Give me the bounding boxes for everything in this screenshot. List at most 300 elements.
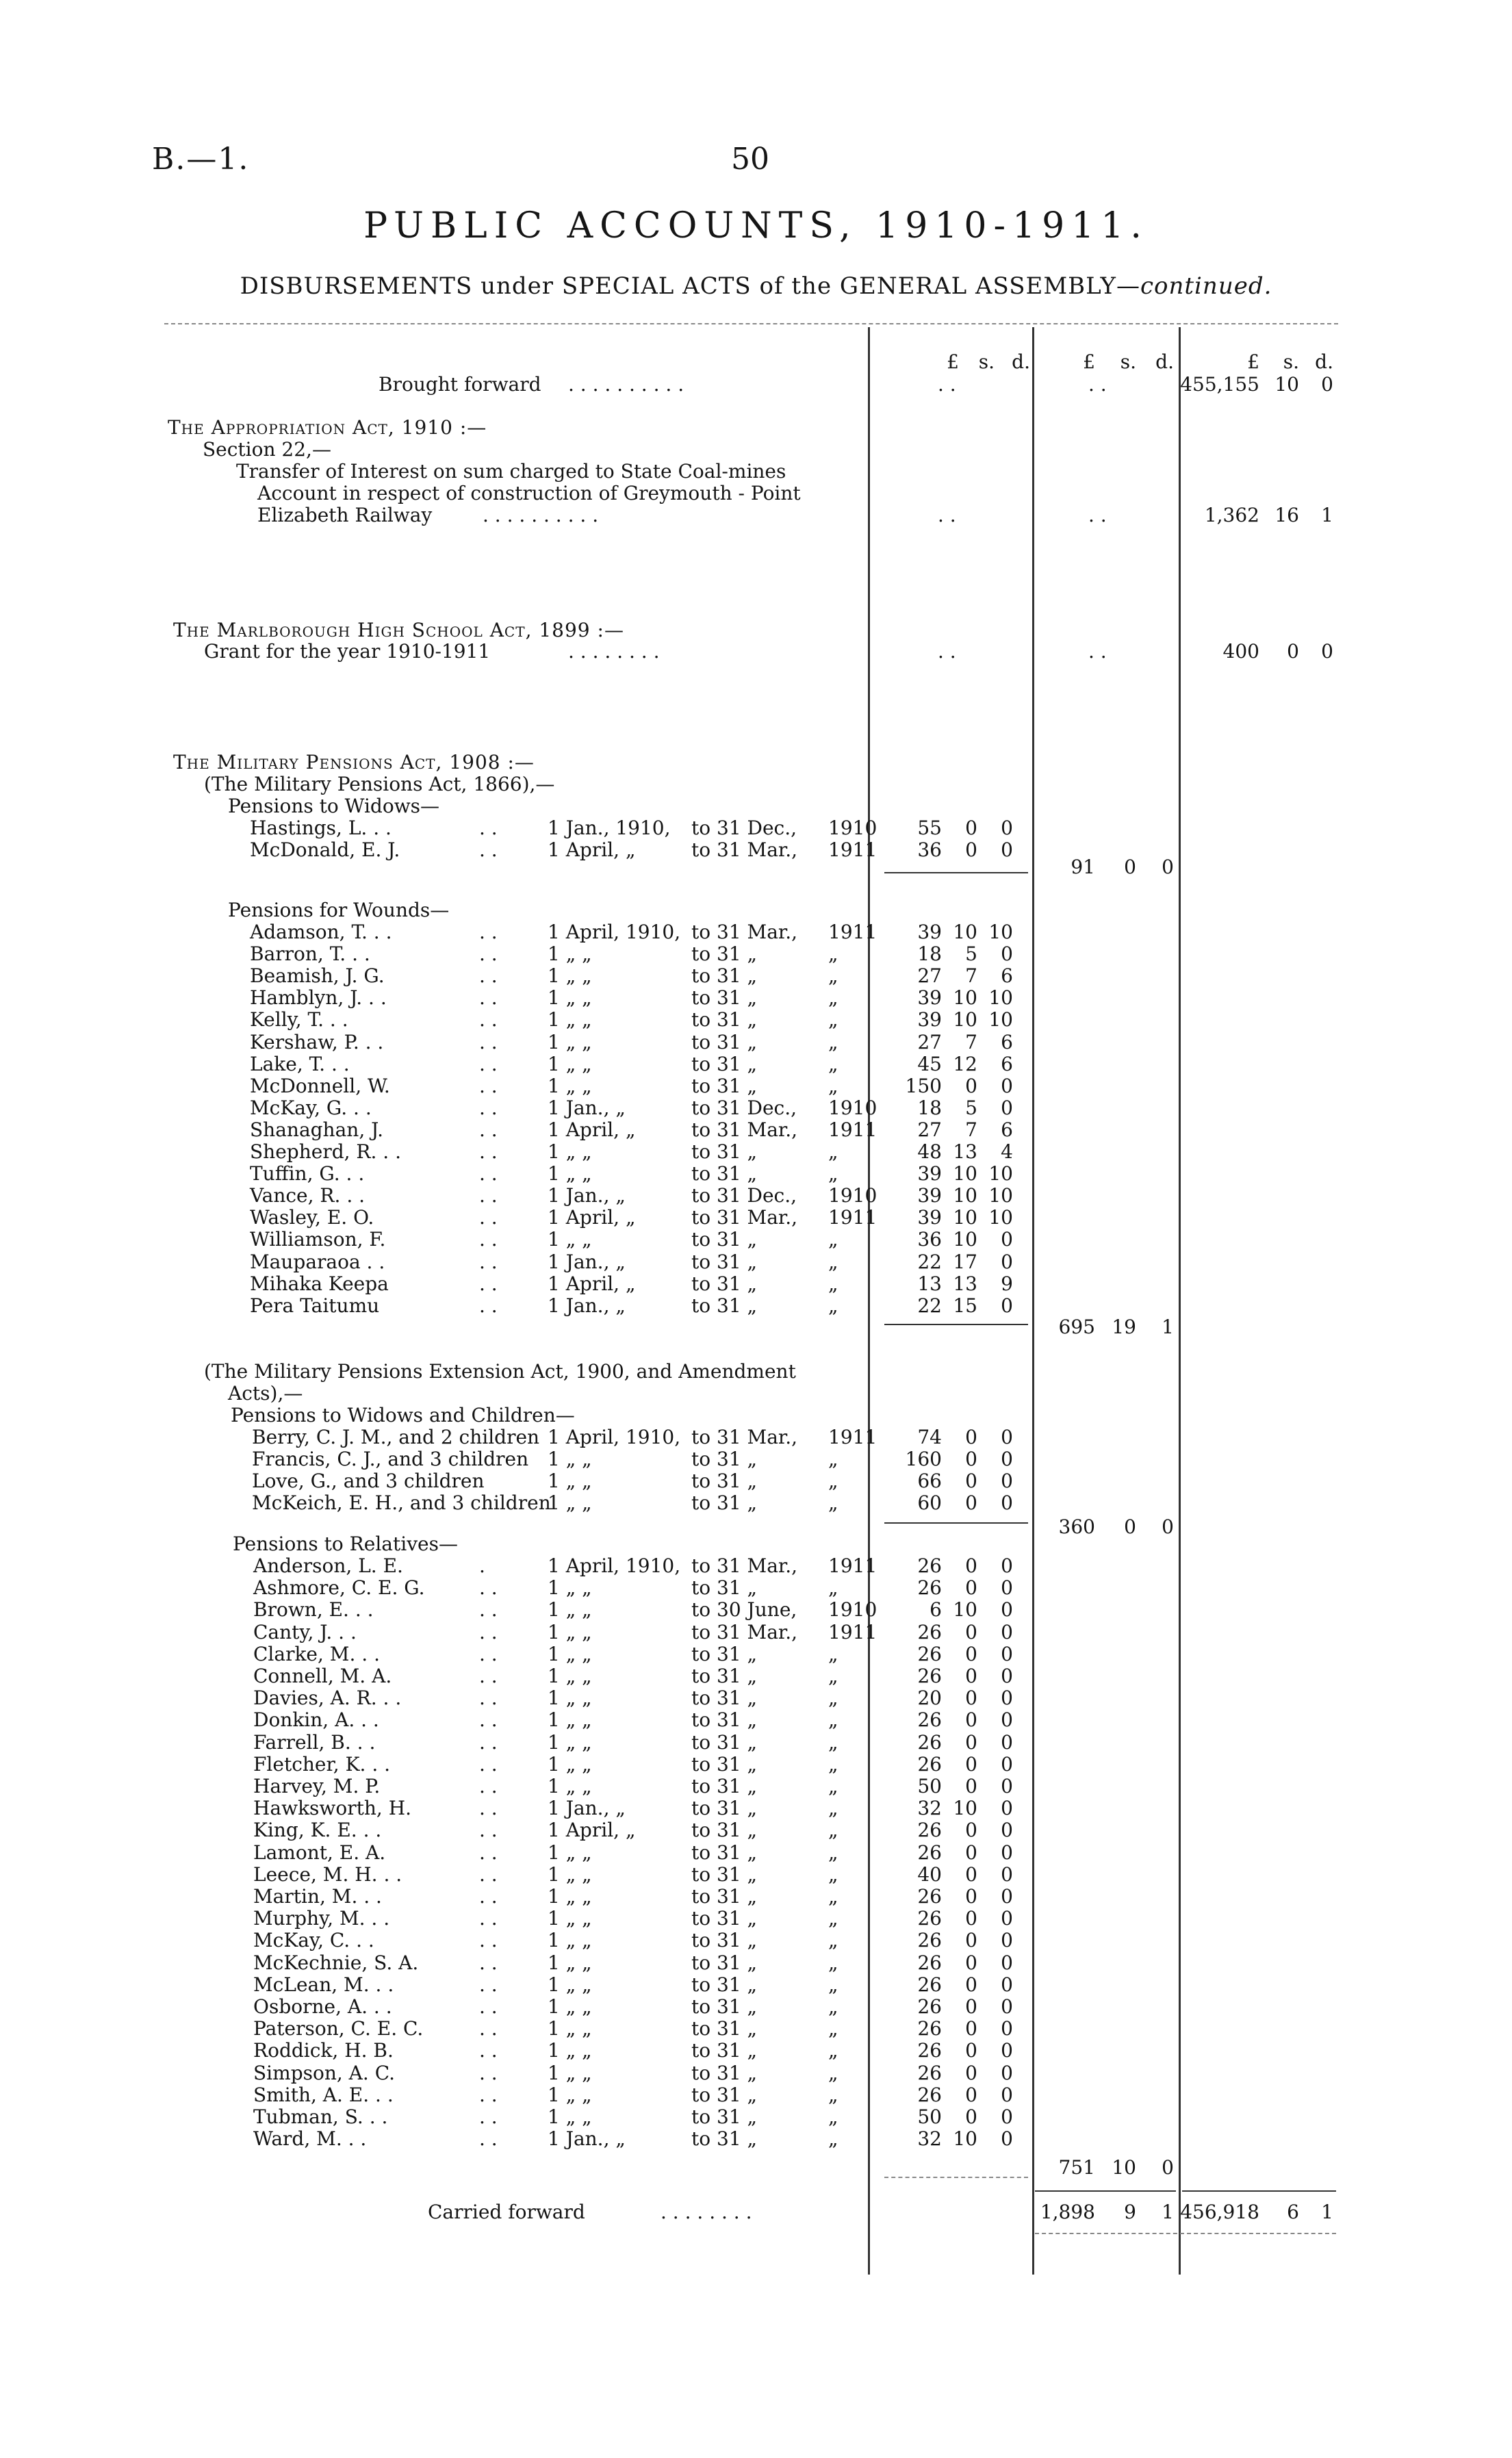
row-dots: . .: [479, 1642, 498, 1665]
row-amount-d: 0: [1001, 1752, 1013, 1776]
row-yr: „: [828, 1665, 838, 1687]
table-row: [253, 1753, 866, 1775]
col3-shilling: s.: [1283, 350, 1299, 373]
row-amount: [866, 838, 1013, 861]
row-dots: .: [479, 1554, 485, 1577]
row-from: 1 „ „: [548, 1907, 592, 1930]
table-row: [253, 1995, 866, 2017]
row-to: to 31 „: [691, 2017, 758, 2040]
row-from: 1 Jan., „: [548, 1184, 626, 1207]
table-row: [250, 1251, 866, 1272]
row-from: 1 „ „: [548, 1708, 592, 1732]
row-amount-p: 26: [917, 1708, 942, 1732]
row-dots: . .: [479, 1576, 498, 1600]
row-amount-p: 150: [905, 1074, 942, 1097]
row-yr: „: [828, 1052, 838, 1075]
relatives-sum-rule: [884, 2177, 1028, 2178]
row-dots: . .: [479, 1862, 498, 1886]
brought-forward-label: Brought forward: [379, 373, 541, 396]
row-amount-p: 55: [917, 817, 942, 839]
row-amount-p: 26: [917, 1576, 942, 1600]
row-amount-p: 32: [917, 1797, 942, 1820]
row-dots: . .: [479, 1819, 498, 1842]
row-from: 1 „ „: [548, 1973, 592, 1996]
table-row: [253, 1863, 866, 1885]
row-name: Lamont, E. A.: [253, 1841, 386, 1864]
row-amount: [866, 1426, 1013, 1448]
table-row: [250, 1228, 866, 1250]
appropriation-line3: Elizabeth Railway: [257, 504, 433, 526]
row-yr: „: [828, 1730, 838, 1754]
row-amount-s: 0: [965, 1492, 977, 1514]
table-row: [250, 964, 866, 986]
row-amount-p: 39: [917, 986, 942, 1010]
row-amount-s: 10: [953, 986, 977, 1010]
carried-forward-label: Carried forward: [428, 2201, 585, 2223]
row-amount-s: 0: [965, 1576, 977, 1600]
extension-line1: (The Military Pensions Extension Act, 1900, and Amendment: [204, 1360, 796, 1383]
row-amount-p: 39: [917, 1184, 942, 1207]
row-to: to 31 „: [691, 1973, 758, 1996]
row-amount-s: 0: [965, 1907, 977, 1930]
col3-pound: £: [1247, 350, 1259, 373]
row-name: Adamson, T. . .: [250, 921, 392, 943]
brought-forward-leader: . . . . . . . . . .: [568, 373, 684, 396]
row-dots: . .: [479, 2127, 498, 2151]
row-amount-d: 0: [1001, 817, 1013, 839]
row-amount-p: 6: [930, 1598, 942, 1622]
row-dots: . .: [479, 1687, 498, 1710]
row-yr: „: [828, 986, 838, 1010]
row-from: 1 „ „: [548, 1162, 592, 1186]
row-dots: . .: [479, 1708, 498, 1732]
children-total: 360 0 0: [1058, 1515, 1174, 1538]
row-from: 1 „ „: [548, 1074, 592, 1097]
row-name: Lake, T. . .: [250, 1052, 350, 1075]
col2-pound: £: [1083, 350, 1095, 373]
row-name: Mauparaoa . .: [250, 1250, 385, 1273]
row-name: King, K. E. . .: [253, 1819, 382, 1842]
row-amount-p: 39: [917, 921, 942, 943]
row-to: to 31 „: [691, 1492, 758, 1514]
wounds-sum-rule: [884, 1324, 1028, 1325]
row-dots: . .: [479, 943, 498, 966]
row-amount: [866, 1448, 1013, 1470]
marlborough-col2: . .: [1088, 640, 1107, 663]
table-row: [250, 1053, 866, 1075]
relatives-total: 751 10 0: [1058, 2156, 1174, 2179]
row-yr: „: [828, 1775, 838, 1797]
military-heading: The Military Pensions Act, 1908 :—: [173, 751, 535, 773]
row-amount: [866, 1162, 1013, 1185]
row-yr: „: [828, 1951, 838, 1974]
row-dots: . .: [479, 1995, 498, 2018]
carried-forward-rule-col3: [1182, 2190, 1336, 2192]
col1-shilling: s.: [978, 350, 995, 373]
row-from: 1 „ „: [548, 1448, 592, 1470]
widows-heading: Pensions to Widows—: [228, 795, 440, 817]
row-yr: „: [828, 1162, 838, 1186]
col2-shilling: s.: [1120, 350, 1136, 373]
row-amount: [866, 1708, 1013, 1731]
row-name: McKechnie, S. A.: [253, 1951, 419, 1974]
row-from: 1 „ „: [548, 1642, 592, 1665]
appropriation-col2: . .: [1088, 504, 1107, 526]
row-amount-s: 0: [965, 2061, 977, 2084]
row-from: 1 „ „: [548, 1228, 592, 1251]
col1-pound: £: [947, 350, 959, 373]
row-dots: . .: [479, 1730, 498, 1754]
col1-pence: d.: [1012, 350, 1030, 373]
row-from: 1 „ „: [548, 1140, 592, 1163]
row-amount: [866, 1470, 1013, 1492]
row-amount: [866, 1819, 1013, 1841]
table-row: [253, 2084, 866, 2105]
row-amount: [866, 1492, 1013, 1514]
row-amount-s: 0: [965, 2039, 977, 2062]
table-row: [253, 1731, 866, 1753]
row-amount: [866, 817, 1013, 839]
carried-forward-rule-col2: [1035, 2190, 1176, 2192]
row-from: 1 „ „: [548, 1752, 592, 1776]
brought-forward-total: 455,155 10 0: [1180, 373, 1333, 396]
row-amount-s: 7: [965, 1118, 977, 1141]
row-amount: [866, 1665, 1013, 1687]
row-amount: [866, 943, 1013, 965]
row-dots: . .: [479, 1074, 498, 1097]
row-name: Ward, M. . .: [253, 2127, 367, 2151]
table-row: [253, 1643, 866, 1665]
row-amount-d: 10: [988, 1162, 1013, 1186]
row-amount-p: 36: [917, 1228, 942, 1251]
row-from: 1 „ „: [548, 1929, 592, 1952]
row-yr: „: [828, 1862, 838, 1886]
table-row: [253, 2039, 866, 2061]
table-row: [250, 1206, 877, 1229]
row-amount-d: 0: [1001, 1907, 1013, 1930]
row-amount-s: 0: [965, 1730, 977, 1754]
row-amount-d: 0: [1001, 2061, 1013, 2084]
row-yr: „: [828, 1576, 838, 1600]
row-amount-p: 48: [917, 1140, 942, 1163]
row-from: 1 April, „: [548, 838, 636, 861]
row-to: to 31 Mar.,: [691, 1206, 798, 1229]
row-to: to 31 „: [691, 1052, 758, 1075]
row-amount-s: 0: [965, 2105, 977, 2128]
row-yr: „: [828, 1995, 838, 2018]
relatives-heading: Pensions to Relatives—: [233, 1533, 458, 1555]
row-amount-d: 10: [988, 1206, 1013, 1229]
row-amount-p: 26: [917, 1885, 942, 1908]
row-amount-d: 0: [1001, 1448, 1013, 1470]
table-row: [250, 1294, 866, 1316]
row-yr: 1910: [828, 1184, 877, 1207]
row-to: to 31 „: [691, 1995, 758, 2018]
marlborough-heading: The Marlborough High School Act, 1899 :—: [173, 619, 624, 641]
row-from: 1 Jan., „: [548, 1096, 626, 1119]
row-amount: [866, 2105, 1013, 2128]
row-amount: [866, 1554, 1013, 1577]
row-amount-d: 0: [1001, 1687, 1013, 1710]
row-amount: [866, 2062, 1013, 2084]
row-yr: „: [828, 1074, 838, 1097]
row-dots: . .: [479, 1030, 498, 1053]
row-name: Clarke, M. . .: [253, 1642, 380, 1665]
row-yr: „: [828, 1294, 838, 1317]
table-row: [250, 1140, 866, 1162]
subtitle-main: DISBURSEMENTS under SPECIAL ACTS of the GENERAL ASSEMBLY—: [240, 272, 1140, 300]
table-row: [253, 2105, 866, 2127]
appropriation-col1: . .: [938, 504, 956, 526]
row-name: Williamson, F.: [250, 1228, 386, 1251]
table-row: [250, 1272, 866, 1294]
row-amount-d: 0: [1001, 1598, 1013, 1622]
row-dots: . .: [479, 2105, 498, 2128]
row-from: 1 April, „: [548, 1206, 636, 1229]
row-amount: [866, 1907, 1013, 1930]
row-dots: . .: [479, 1752, 498, 1776]
row-yr: „: [828, 2083, 838, 2106]
row-amount-d: 6: [1001, 1118, 1013, 1141]
row-amount-s: 0: [965, 1841, 977, 1864]
row-amount-s: 10: [953, 1184, 977, 1207]
row-amount-s: 7: [965, 1030, 977, 1053]
column-rule-3: [1179, 327, 1181, 2275]
row-to: to 31 „: [691, 1885, 758, 1908]
table-row: [253, 1841, 866, 1863]
row-dots: . .: [479, 1206, 498, 1229]
row-amount: [866, 1294, 1013, 1317]
row-dots: . .: [479, 1620, 498, 1643]
row-dots: . .: [479, 1008, 498, 1032]
row-yr: „: [828, 1140, 838, 1163]
row-amount: [866, 2084, 1013, 2106]
row-dots: . .: [479, 921, 498, 943]
marlborough-leader: . . . . . . . .: [568, 640, 660, 663]
row-amount-s: 0: [965, 1862, 977, 1886]
row-dots: . .: [479, 1162, 498, 1186]
row-yr: „: [828, 1752, 838, 1776]
row-amount-s: 0: [965, 1995, 977, 2018]
row-from: 1 „ „: [548, 2017, 592, 2040]
row-name: Ashmore, C. E. G.: [253, 1576, 425, 1600]
appropriation-total: 1,362 16 1: [1204, 504, 1333, 526]
row-amount-s: 10: [953, 2127, 977, 2151]
row-amount-d: 0: [1001, 1554, 1013, 1577]
row-amount-p: 22: [917, 1250, 942, 1273]
row-name: McDonnell, W.: [250, 1074, 390, 1097]
row-dots: . .: [479, 2083, 498, 2106]
row-amount-p: 18: [917, 1096, 942, 1119]
row-dots: . .: [479, 1272, 498, 1295]
table-row: [250, 817, 877, 839]
carried-forward-leader: . . . . . . . .: [661, 2201, 752, 2223]
row-amount-d: 0: [1001, 1730, 1013, 1754]
row-yr: 1911: [828, 1206, 877, 1229]
row-amount: [866, 1251, 1013, 1273]
extension-line2: Acts),—: [228, 1382, 303, 1405]
row-amount-s: 0: [965, 1620, 977, 1643]
row-amount-s: 10: [953, 1797, 977, 1820]
row-amount-d: 0: [1001, 1995, 1013, 2018]
row-amount-p: 27: [917, 964, 942, 988]
table-row: [250, 1031, 866, 1053]
row-amount-d: 0: [1001, 838, 1013, 861]
row-amount-p: 26: [917, 1730, 942, 1754]
row-amount-p: 26: [917, 1554, 942, 1577]
row-amount-s: 5: [965, 1096, 977, 1119]
row-to: to 30 June,: [691, 1598, 797, 1622]
row-amount-p: 26: [917, 1907, 942, 1930]
row-name: Harvey, M. P.: [253, 1775, 381, 1797]
row-amount-s: 0: [965, 1470, 977, 1492]
row-amount-p: 26: [917, 1951, 942, 1974]
row-amount: [866, 1053, 1013, 1075]
row-name: McLean, M. . .: [253, 1973, 394, 1996]
row-amount-d: 0: [1001, 1797, 1013, 1820]
row-from: 1 „ „: [548, 1620, 592, 1643]
row-yr: 1910: [828, 817, 877, 839]
row-dots: . .: [479, 2061, 498, 2084]
row-from: 1 „ „: [548, 1885, 592, 1908]
row-amount-p: 26: [917, 1620, 942, 1643]
row-amount-s: 13: [953, 1272, 977, 1295]
row-amount-d: 0: [1001, 2127, 1013, 2151]
row-name: Francis, C. J., and 3 children: [252, 1448, 529, 1470]
row-to: to 31 „: [691, 1708, 758, 1732]
row-to: to 31 „: [691, 2061, 758, 2084]
row-from: 1 „ „: [548, 1598, 592, 1622]
row-amount-d: 0: [1001, 1096, 1013, 1119]
row-yr: „: [828, 1885, 838, 1908]
row-name: Davies, A. R. . .: [253, 1687, 402, 1710]
row-from: 1 „ „: [548, 1008, 592, 1032]
row-dots: . .: [479, 1775, 498, 1797]
row-amount-s: 0: [965, 1448, 977, 1470]
row-amount-d: 4: [1001, 1140, 1013, 1163]
row-from: 1 „ „: [548, 1995, 592, 2018]
row-amount-s: 0: [965, 1665, 977, 1687]
row-amount-s: 0: [965, 1708, 977, 1732]
row-to: to 31 „: [691, 1250, 758, 1273]
row-yr: „: [828, 2017, 838, 2040]
brought-forward-col1: . .: [938, 373, 956, 396]
row-to: to 31 „: [691, 1448, 758, 1470]
row-from: 1 „ „: [548, 1052, 592, 1075]
row-amount: [866, 1643, 1013, 1665]
row-amount-s: 12: [953, 1052, 977, 1075]
row-dots: . .: [479, 986, 498, 1010]
row-to: to 31 Mar.,: [691, 1426, 798, 1448]
col3-header: [1140, 350, 1333, 373]
row-amount-p: 26: [917, 1929, 942, 1952]
row-to: to 31 „: [691, 1775, 758, 1797]
col1-header: [883, 350, 1030, 373]
row-name: Hawksworth, H.: [253, 1797, 412, 1820]
row-from: 1 April, „: [548, 1118, 636, 1141]
row-dots: . .: [479, 838, 498, 861]
row-yr: „: [828, 1228, 838, 1251]
row-from: 1 „ „: [548, 2039, 592, 2062]
row-amount-s: 17: [953, 1250, 977, 1273]
row-amount-s: 0: [965, 1426, 977, 1448]
row-dots: . .: [479, 1973, 498, 1996]
row-to: to 31 „: [691, 1841, 758, 1864]
row-name: Paterson, C. E. C.: [253, 2017, 424, 2040]
row-yr: 1911: [828, 1426, 877, 1448]
row-to: to 31 „: [691, 2039, 758, 2062]
row-amount-d: 10: [988, 921, 1013, 943]
row-yr: „: [828, 1797, 838, 1820]
table-row: [253, 1929, 866, 1951]
appropriation-heading: The Appropriation Act, 1910 :—: [168, 416, 487, 439]
row-to: to 31 Dec.,: [691, 1184, 797, 1207]
table-row: [253, 1598, 877, 1622]
row-to: to 31 „: [691, 1162, 758, 1186]
row-to: to 31 „: [691, 1228, 758, 1251]
row-name: Smith, A. E. . .: [253, 2083, 394, 2106]
row-amount-d: 0: [1001, 1492, 1013, 1514]
row-amount-s: 0: [965, 1973, 977, 1996]
row-amount-s: 10: [953, 1162, 977, 1186]
row-to: to 31 „: [691, 1030, 758, 1053]
row-amount-s: 15: [953, 1294, 977, 1317]
marlborough-col1: . .: [938, 640, 956, 663]
page-title: PUBLIC ACCOUNTS, 1910-1911.: [363, 205, 1149, 246]
row-dots: . .: [479, 817, 498, 839]
row-yr: 1911: [828, 838, 877, 861]
row-from: 1 „ „: [548, 1492, 592, 1514]
row-amount-s: 0: [965, 1074, 977, 1097]
row-amount-p: 26: [917, 1642, 942, 1665]
row-name: Simpson, A. C.: [253, 2061, 396, 2084]
row-yr: 1911: [828, 921, 877, 943]
row-amount: [866, 1863, 1013, 1886]
row-name: Beamish, J. G.: [250, 964, 385, 988]
row-to: to 31 „: [691, 1687, 758, 1710]
col2-pence: d.: [1155, 350, 1174, 373]
row-amount: [866, 1841, 1013, 1864]
row-amount: [866, 1075, 1013, 1097]
row-amount-p: 160: [905, 1448, 942, 1470]
row-yr: 1911: [828, 1620, 877, 1643]
wounds-heading: Pensions for Wounds—: [228, 899, 450, 921]
row-dots: . .: [479, 1797, 498, 1820]
row-name: Barron, T. . .: [250, 943, 370, 966]
subtitle-continued: continued.: [1140, 272, 1272, 300]
row-amount-p: 36: [917, 838, 942, 861]
row-name: Brown, E. . .: [253, 1598, 374, 1622]
row-amount: [866, 921, 1013, 943]
row-from: 1 Jan., „: [548, 1250, 626, 1273]
row-amount-p: 32: [917, 2127, 942, 2151]
row-amount: [866, 1272, 1013, 1295]
table-row: [250, 1184, 877, 1207]
row-yr: „: [828, 943, 838, 966]
table-row: [253, 1665, 866, 1687]
row-amount: [866, 1951, 1013, 1974]
row-yr: „: [828, 1448, 838, 1470]
row-to: to 31 „: [691, 964, 758, 988]
row-yr: „: [828, 1929, 838, 1952]
row-from: 1 April, 1910,: [548, 1554, 681, 1577]
row-yr: „: [828, 1008, 838, 1032]
row-to: to 31 „: [691, 1819, 758, 1842]
row-from: 1 April, 1910,: [548, 921, 681, 943]
row-to: to 31 „: [691, 1272, 758, 1295]
table-row: [250, 943, 866, 964]
row-from: 1 Jan., „: [548, 1797, 626, 1820]
